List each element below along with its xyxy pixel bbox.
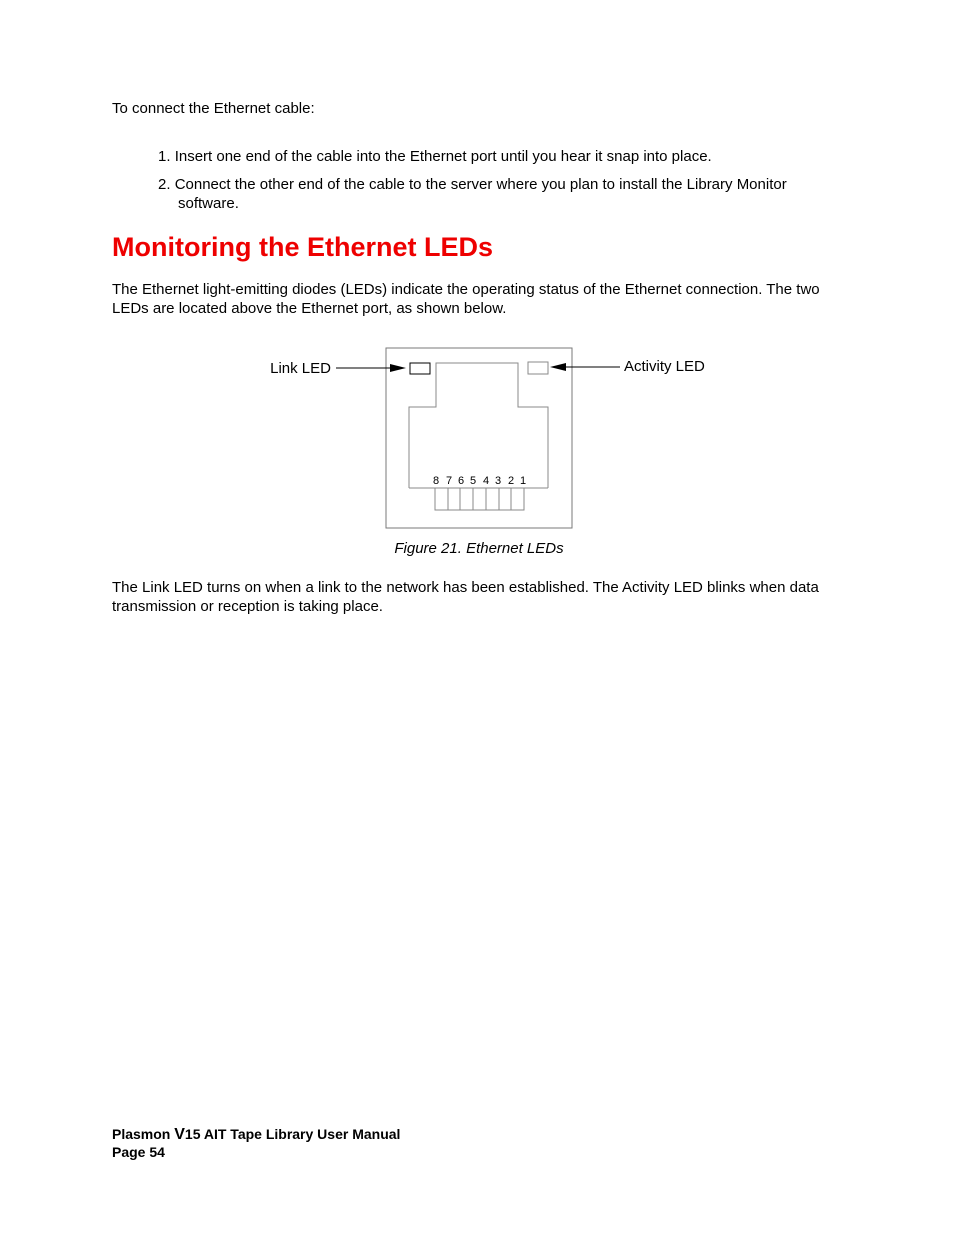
figure-caption: Figure 21. Ethernet LEDs xyxy=(394,540,564,557)
footer-title-prefix: Plasmon xyxy=(112,1126,175,1142)
step-text: Insert one end of the cable into the Ethernet port until you hear it snap into place. xyxy=(174,148,712,165)
link-led xyxy=(410,363,430,374)
footer-title xyxy=(112,1125,400,1144)
step-number: 1. xyxy=(158,148,171,165)
paragraph-line: LEDs are located above the Ethernet port, as shown below. xyxy=(112,300,507,317)
pin-number: 8 xyxy=(432,475,440,487)
section-heading: Monitoring the Ethernet LEDs xyxy=(112,232,493,262)
footer-title-rest: 15 AIT Tape Library User Manual xyxy=(184,1126,401,1142)
link-led-label: Link LED xyxy=(270,360,331,377)
pin-number: 2 xyxy=(507,475,515,487)
activity-led-label: Activity LED xyxy=(624,358,705,375)
intro-text: To connect the Ethernet cable: xyxy=(112,100,315,117)
footer-page-number: Page 54 xyxy=(112,1144,165,1160)
activity-led xyxy=(528,362,548,374)
pin-number: 4 xyxy=(482,475,490,487)
paragraph-line: The Ethernet light-emitting diodes (LEDs) indicate the operating status of the Ethernet connection. The two xyxy=(112,281,820,298)
paragraph-line: transmission or reception is taking place. xyxy=(112,598,383,615)
step-text: Connect the other end of the cable to the server where you plan to install the Library Monitor xyxy=(174,176,787,193)
step-1 xyxy=(158,147,712,166)
paragraph-line: The Link LED turns on when a link to the network has been established. The Activity LED blinks when data xyxy=(112,579,819,596)
step-2 xyxy=(158,175,838,213)
step-text-continuation: software. xyxy=(178,195,239,212)
paragraph-leds-intro xyxy=(112,280,852,318)
step-number: 2. xyxy=(158,176,171,193)
pin-number: 3 xyxy=(494,475,502,487)
paragraph-leds-behavior xyxy=(112,578,852,616)
pin-number: 5 xyxy=(469,475,477,487)
port-housing xyxy=(386,348,572,528)
pin-number: 1 xyxy=(519,475,527,487)
pin-number: 6 xyxy=(457,475,465,487)
pin-number: 7 xyxy=(445,475,453,487)
footer-title-v: V xyxy=(174,1126,185,1143)
ethernet-port-diagram xyxy=(260,340,730,540)
